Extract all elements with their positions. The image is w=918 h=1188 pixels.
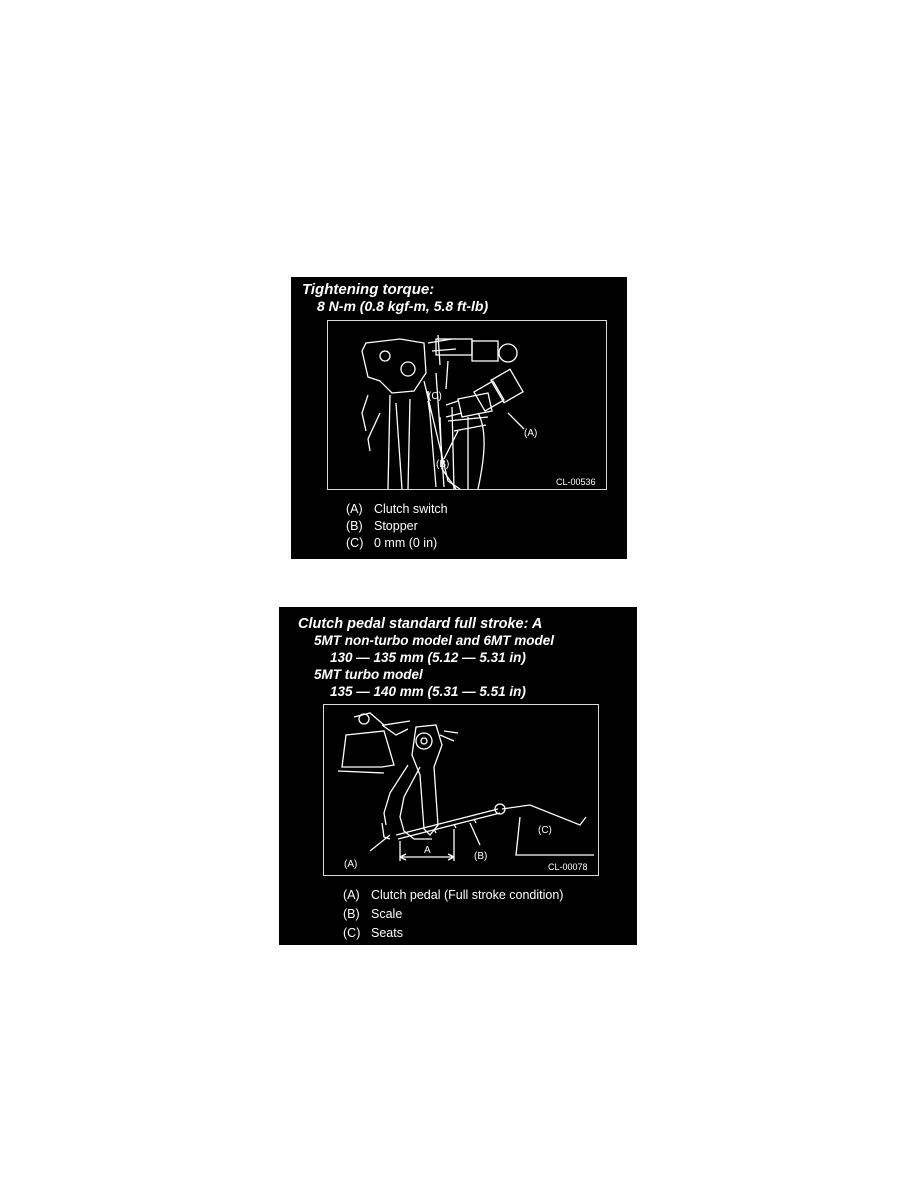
callout-a: (A) bbox=[344, 859, 358, 870]
torque-heading: Tightening torque: bbox=[302, 281, 435, 298]
legend-key: (C) bbox=[346, 536, 364, 550]
clutch-pedal-drawing bbox=[324, 705, 598, 875]
stroke-heading: Clutch pedal standard full stroke: A bbox=[298, 616, 543, 632]
legend-key: (B) bbox=[343, 907, 360, 921]
callout-b: (B) bbox=[474, 851, 488, 862]
legend-key: (A) bbox=[346, 502, 363, 516]
clutch-switch-illustration bbox=[327, 320, 607, 490]
model-value-2: 135 — 140 mm (5.31 — 5.51 in) bbox=[330, 684, 526, 699]
pedal-stroke-figure-panel bbox=[279, 607, 637, 945]
model-heading-1: 5MT non-turbo model and 6MT model bbox=[314, 633, 554, 648]
legend-text: Clutch pedal (Full stroke condition) bbox=[371, 888, 564, 902]
legend-key: (B) bbox=[346, 519, 363, 533]
dimension-a-label: A bbox=[424, 845, 431, 856]
legend-text: Stopper bbox=[374, 519, 418, 533]
torque-figure-panel bbox=[291, 277, 627, 559]
legend-text: 0 mm (0 in) bbox=[374, 536, 438, 550]
figure-code: CL-00078 bbox=[548, 862, 588, 872]
figure2-legend bbox=[343, 888, 573, 940]
legend-text: Seats bbox=[371, 926, 403, 940]
legend-text: Clutch switch bbox=[374, 502, 448, 516]
callout-a: (A) bbox=[524, 428, 538, 439]
figure-code: CL-00536 bbox=[556, 477, 596, 487]
torque-value: 8 N-m (0.8 kgf-m, 5.8 ft-lb) bbox=[317, 298, 489, 314]
legend-key: (A) bbox=[343, 888, 360, 902]
legend-key: (C) bbox=[343, 926, 361, 940]
callout-c: (C) bbox=[538, 825, 552, 836]
clutch-switch-drawing bbox=[328, 321, 606, 489]
clutch-pedal-illustration bbox=[323, 704, 599, 876]
legend-text: Scale bbox=[371, 907, 403, 921]
model-value-1: 130 — 135 mm (5.12 — 5.31 in) bbox=[330, 650, 526, 665]
model-heading-2: 5MT turbo model bbox=[314, 667, 423, 682]
callout-b: (B) bbox=[436, 459, 450, 470]
figure1-legend bbox=[346, 502, 546, 554]
callout-c: (C) bbox=[428, 391, 442, 402]
